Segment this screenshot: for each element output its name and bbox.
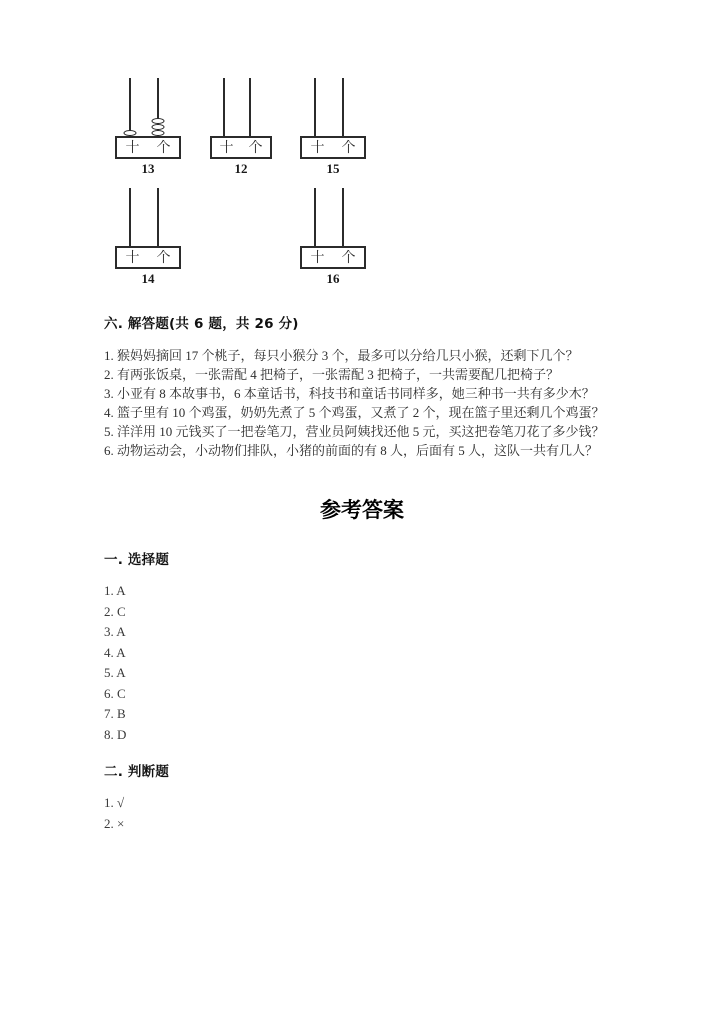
bead <box>151 130 164 136</box>
ones-label: 个 <box>156 249 171 266</box>
question-item: 6. 动物运动会，小动物们排队，小猪的前面的有 8 人，后面有 5 人，这队一共有几人？ <box>104 443 599 458</box>
tens-label: 十 <box>310 249 325 266</box>
question-item: 4. 篮子里有 10 个鸡蛋，奶奶先煮了 5 个鸡蛋，又煮了 2 个，现在篮子里还剩几个鸡蛋？ <box>104 405 605 420</box>
answer-item: 1. √ <box>104 795 125 810</box>
answer-section-heading-one: 一. 选择题 <box>104 552 170 568</box>
answer-item: 5. A <box>104 665 126 680</box>
answer-item: 4. A <box>104 644 126 660</box>
abacus-rods <box>300 78 366 136</box>
abacus-caption: 13 <box>141 161 155 176</box>
question-item: 1. 猴妈妈摘回 17 个桃子，每只小猴分 3 个，最多可以分给几只小猴，还剩下几个？ <box>104 348 579 363</box>
abacus-frame <box>115 136 181 159</box>
ones-rod <box>342 188 344 246</box>
section-heading-six: 六. 解答题(共 6 题，共 26 分) <box>104 316 299 332</box>
abacus-16 <box>300 188 366 287</box>
ones-label: 个 <box>341 249 356 266</box>
abacus-caption: 16 <box>326 271 340 286</box>
answer-key-title: 参考答案 <box>320 498 404 522</box>
abacus-13 <box>115 78 181 177</box>
tens-rod <box>129 188 131 246</box>
bead <box>151 124 164 130</box>
abacus-rods <box>210 78 272 136</box>
tens-rod <box>129 78 131 136</box>
answer-item: 2. C <box>104 603 126 619</box>
abacus-14 <box>115 188 181 287</box>
worksheet-content <box>104 312 624 834</box>
ones-label: 个 <box>156 139 171 156</box>
question-list <box>104 346 624 460</box>
question-item: 3. 小亚有 8 本故事书，6 本童话书，科技书和童话书同样多，她三种书一共有多少木？ <box>104 386 595 401</box>
abacus-caption: 12 <box>234 161 248 176</box>
question-item: 5. 洋洋用 10 元钱买了一把卷笔刀，营业员阿姨找还他 5 元，买这把卷笔刀花了多少钱？ <box>104 424 605 439</box>
abacus-rods <box>300 188 366 246</box>
abacus-frame <box>300 246 366 269</box>
ones-rod <box>157 78 159 136</box>
tens-rod <box>223 78 225 136</box>
ones-label: 个 <box>341 139 356 156</box>
answer-list-one <box>104 581 624 745</box>
answer-item: 1. A <box>104 583 126 598</box>
answer-item: 8. D <box>104 726 127 742</box>
tens-label: 十 <box>219 139 234 156</box>
answer-item: 3. A <box>104 624 126 639</box>
answer-section-heading-two: 二. 判断题 <box>104 764 170 780</box>
abacus-12 <box>210 78 272 177</box>
tens-rod <box>314 188 316 246</box>
ones-rod <box>249 78 251 136</box>
abacus-frame <box>115 246 181 269</box>
ones-rod <box>157 188 159 246</box>
ones-rod <box>342 78 344 136</box>
abacus-rods <box>115 78 181 136</box>
tens-label: 十 <box>125 139 140 156</box>
answer-item: 7. B <box>104 706 126 721</box>
tens-label: 十 <box>310 139 325 156</box>
abacus-15 <box>300 78 366 177</box>
abacus-caption: 15 <box>326 161 340 176</box>
answer-list-two <box>104 793 624 834</box>
abacus-frame <box>300 136 366 159</box>
abacus-caption: 14 <box>141 271 155 286</box>
ones-label: 个 <box>248 139 263 156</box>
bead <box>123 130 136 136</box>
answer-item: 2. × <box>104 815 125 831</box>
answer-item: 6. C <box>104 685 126 701</box>
abacus-figure-group <box>100 78 400 288</box>
abacus-rods <box>115 188 181 246</box>
tens-rod <box>314 78 316 136</box>
tens-label: 十 <box>125 249 140 266</box>
bead <box>151 118 164 124</box>
question-item: 2. 有两张饭桌，一张需配 4 把椅子，一张需配 3 把椅子，一共需要配几把椅子？ <box>104 367 560 382</box>
abacus-frame <box>210 136 272 159</box>
